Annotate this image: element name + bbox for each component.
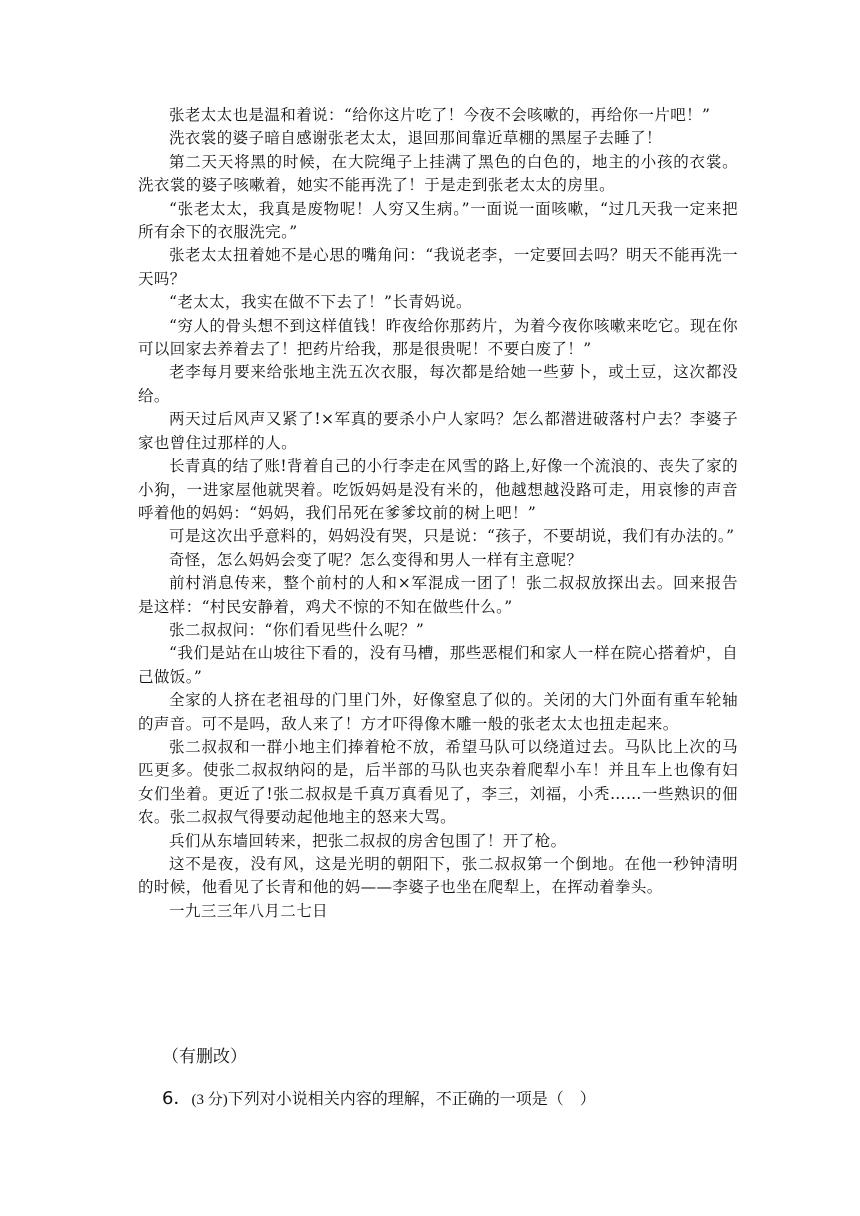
paragraph: 张二叔叔问：“你们看见些什么呢？” bbox=[169, 620, 425, 639]
edit-note: （有删改） bbox=[162, 1047, 247, 1067]
paragraph: 张老太太也是温和着说：“给你这片吃了！今夜不会咳嗽的，再给你一片吧！” bbox=[169, 106, 711, 124]
paragraph: 张老太太扭着她不是心思的嘴角问：“我说老李，一定要回去吗？明天不能再洗一天吗？ bbox=[138, 246, 738, 288]
paragraph: “老太太，我实在做不下去了！”长青妈说。 bbox=[169, 293, 472, 312]
paragraph: 奇怪，怎么妈妈会变了呢？怎么变得和男人一样有主意呢？ bbox=[169, 550, 583, 569]
story-text bbox=[138, 104, 738, 923]
paragraph: 两天过后风声又紧了!×军真的要杀小户人家吗？怎么都潜进破落村户去？李婆子家也曾住过那样的人。 bbox=[138, 410, 738, 452]
paragraph: 第二天天将黑的时候，在大院绳子上挂满了黑色的白色的，地主的小孩的衣裳。洗衣裳的婆子咳嗽着，她实不能再洗了！于是走到张老太太的房里。 bbox=[138, 152, 738, 195]
date-line: 一九三三年八月二七日 bbox=[169, 901, 329, 920]
paragraph: 前村消息传来，整个前村的人和×军混成一团了！张二叔叔放探出去。回来报告是这样：“村民安静着，鸡犬不惊的不知在做些什么。” bbox=[138, 574, 738, 616]
paragraph: “我们是站在山坡往下看的，没有马槽，那些恶棍们和家人一样在院心搭着炉，自己做饭。” bbox=[138, 644, 738, 686]
paragraph: “张老太太，我真是废物呢！人穷又生病。”一面说一面咳嗽，“过几天我一定来把所有余下的衣服洗完。” bbox=[138, 199, 738, 242]
paragraph: 老李每月要来给张地主洗五次衣服，每次都是给她一些萝卜，或土豆，这次都没给。 bbox=[138, 363, 738, 405]
paragraph: 洗衣裳的婆子暗自感谢张老太太，退回那间靠近草棚的黑屋子去睡了！ bbox=[169, 129, 662, 148]
paragraph: 兵们从东墙回转来，把张二叔叔的房舍包围了！开了枪。 bbox=[169, 831, 567, 850]
question-6 bbox=[162, 1084, 596, 1110]
paragraph: 张二叔叔和一群小地主们捧着枪不放，希望马队可以绕道过去。马队比上次的马匹更多。使张二叔叔纳闷的是，后半部的马队也夹杂着爬犁小车！并且车上也像有妇女们坐着。更近了!张二叔叔是千真万真看见了，李三，刘福，小秃……一些熟识的佃农。张二叔叔气得要动起他地主的怒来大骂。 bbox=[138, 737, 738, 827]
paragraph: 全家的人挤在老祖母的门里门外，好像窒息了似的。关闭的大门外面有重车轮轴的声音。可不是吗，敌人来了！方才吓得像木雕一般的张老太太也扭走起来。 bbox=[138, 691, 738, 733]
question-score: (3 分) bbox=[191, 1092, 228, 1108]
paragraph: “穷人的骨头想不到这样值钱！昨夜给你那药片，为着今夜你咳嗽来吃它。现在你可以回家去养着去了！把药片给我，那是很贵呢！不要白废了！” bbox=[138, 316, 738, 359]
question-number: 6． bbox=[162, 1088, 192, 1109]
paragraph: 可是这次出乎意料的，妈妈没有哭，只是说：“孩子，不要胡说，我们有办法的。” bbox=[169, 527, 735, 546]
paragraph: 这不是夜，没有风，这是光明的朝阳下，张二叔叔第一个倒地。在他一秒钟清明的时候，他看见了长青和他的妈——李婆子也坐在爬犁上，在挥动着拳头。 bbox=[138, 855, 738, 897]
paragraph: 长青真的结了账!背着自己的小行李走在风雪的路上,好像一个流浪的、丧失了家的小狗，一进家屋他就哭着。吃饭妈妈是没有米的，他越想越没路可走，用哀惨的声音呼着他的妈妈：“妈妈，我们吊死在爹爹坟前的树上吧！” bbox=[138, 457, 738, 522]
question-stem: 下列对小说相关内容的理解，不正确的一项是（ ） bbox=[227, 1089, 596, 1108]
